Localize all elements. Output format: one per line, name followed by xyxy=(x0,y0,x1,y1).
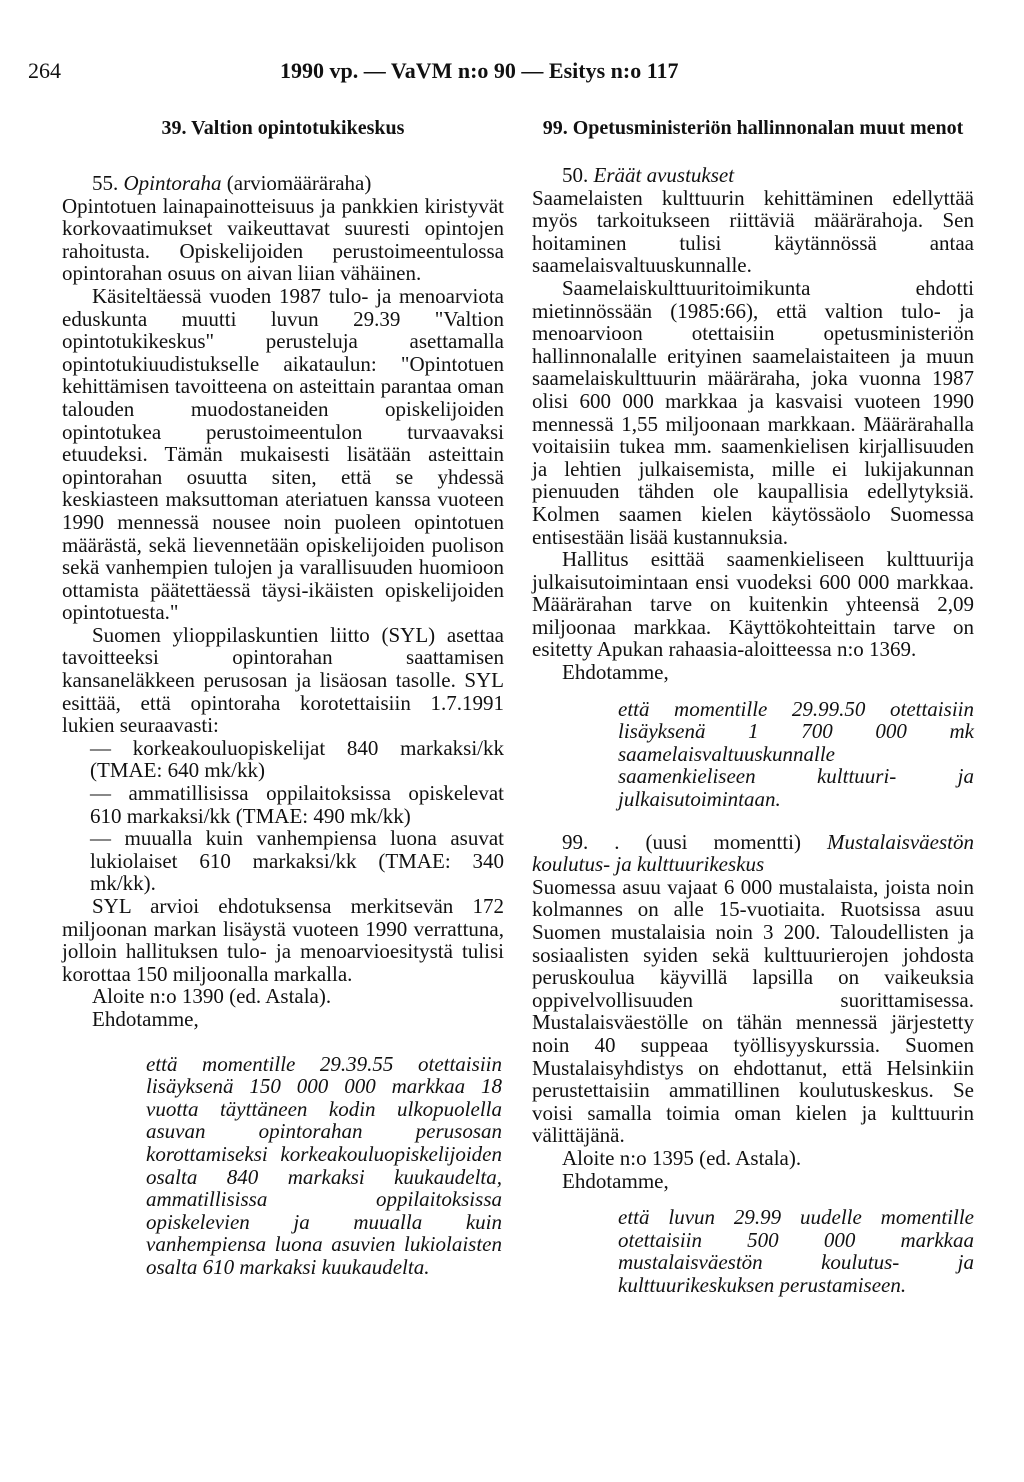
proposal-text: että momentille 29.99.50 otettaisiin lisäyksenä 1 700 000 mk saamelaisvaltuuskunnalle saamenkieliseen kulttuuri- ja julkaisutoimintaan. xyxy=(618,696,974,812)
paragraph: Hallitus esittää saamenkieliseen kulttuurija julkaisutoimintaan ensi vuodeksi 600 000 markkaa. Määrärahan tarve on kuitenkin yhteensä 2,09 miljoonaa markkaa. Käyttökohteittain tarve on esitetty Apukan rahaasia-aloitteessa n:o 1369. xyxy=(532,547,974,662)
item-title: Opintoraha xyxy=(123,171,222,195)
running-title: 1990 vp. — VaVM n:o 90 — Esitys n:o 117 xyxy=(280,58,679,83)
item-title: Mustalaisväestön koulutus- ja kulttuurikeskus xyxy=(532,829,974,877)
proposal-text: että momentille 29.39.55 otettaisiin lisäyksenä 150 000 000 markkaa 18 vuotta täyttäneen kodin ulkopuolella asuvan opintorahan perusosan korottamiseksi korkeakouluopiskelijoiden osalta 840 markaksi kuukaudelta, ammatillisissa oppilaitoksissa opiskelevien ja muualla kuin vanhempiensa luona asuvien lukiolaisten osalta 610 markaksi kuukaudelta. xyxy=(146,1051,502,1279)
left-column xyxy=(62,116,504,1279)
paragraph: Saamelaisten kulttuurin kehittäminen edellyttää myös tarkoitukseen riittäviä määrärahoja. Sen hoitaminen tulisi käytännössä antaa saamelaisvaltuuskunnalle. xyxy=(532,185,974,278)
item-heading xyxy=(62,172,504,195)
paragraph: SYL arvioi ehdotuksensa merkitsevän 172 miljoonan markan lisäystä vuoteen 1990 verrattuna, jolloin hallituksen tulo- ja menoarvioesitystä tulisi korottaa 150 miljoonalla markalla. xyxy=(62,894,504,986)
proposal-text: että luvun 29.99 uudelle momentille otettaisiin 500 000 markkaa mustalaisväestön koulutus- ja kulttuurikeskuksen perustamiseen. xyxy=(618,1205,974,1297)
proposal-intro: Ehdotamme, xyxy=(92,1006,199,1031)
paragraph: Suomen ylioppilaskuntien liitto (SYL) asettaa tavoitteeksi opintorahan saattamisen kansaneläkkeen perusosan ja lisäosan tasolle. SYL esittää, että opintoraha korotettaisiin 1.7.1991 lukien seuraavasti: xyxy=(62,622,504,738)
item-title: Eräät avustukset xyxy=(593,163,735,187)
dash-item: — ammatillisissa oppilaitoksissa opiskelevat 610 markaksi/kk (TMAE: 490 mk/kk) xyxy=(90,781,504,828)
item-number: 99. . (uusi momentti) xyxy=(562,829,801,854)
paragraph: Saamelaiskulttuuritoimikunta ehdotti mietinnössään (1985:66), että valtion tulo- ja menoarvioon otettaisiin opetusministeriön hallinnonalalle erityinen saamelaistaiteen ja muun saamelaiskulttuurin määräraha, joka vuonna 1987 olisi 600 000 markkaa ja kasvaisi vuoteen 1990 mennessä 1,55 miljoonaan markkaan. Määrärahalla voitaisiin tukea mm. saamenkielisen kirjallisuuden ja lehtien julkaisemista, mille ei lukijakunnan pienuuden tähden ole kaupallisia edellytyksiä. Kolmen saamen kielen käytössäolo Suomessa entisestään lisää kustannuksia. xyxy=(532,275,974,549)
section-heading: 39. Valtion opintotukikeskus xyxy=(161,117,405,139)
dash-item: — muualla kuin vanhempiensa luona asuvat lukiolaiset 610 markaksi/kk (TMAE: 340 mk/kk). xyxy=(90,826,504,896)
paragraph: Käsiteltäessä vuoden 1987 tulo- ja menoarviota eduskunta muutti luvun 29.39 "Valtion opintotukikeskus" perusteluja asettamalla opintotukiuudistukselle aikataulun: "Opintotuen kehittämisen tavoitteena on asteittain parantaa oman talouden muodostaneiden opiskelijoiden opintotukea perustoimeentulon turvaavaksi etuudeksi. Tämän mukaisesti lisätään asteittain opintorahan osuutta siten, että se yhdessä keskiasteen maksuttoman ateriatuen kanssa vuoteen 1990 mennessä nousee noin puoleen opintotuen määrästä, sekä lievennetään opiskelijoiden puolison sekä vanhempien tulojen ja varallisuuden huomioon ottamista päätettäessä täysi-ikäisten opiskelijoiden opintotuesta." xyxy=(62,283,504,625)
proposal-intro: Ehdotamme, xyxy=(562,660,669,685)
paragraph: Suomessa asuu vajaat 6 000 mustalaista, joista noin kolmannes on alle 15-vuotiaita. Ruotsissa asuu Suomen mustalaisia noin 3 200. Taloudellisten ja sosiaalisten syiden sekä kulttuurierojen johdosta peruskoulua käyvillä lapsilla on vaikeuksia oppivelvollisuuden suorittamisessa. Mustalaisväestölle on tähän mennessä järjestetty noin 40 suppeaa työllisyyskurssia. Suomen Mustalaisyhdistys on ehdottanut, että Helsinkiin perustettaisiin ammatillinen koulutuskeskus. Se voisi samalla toimia oman kielen ja kulttuurin välittäjänä. xyxy=(532,874,974,1148)
page-number: 264 xyxy=(28,58,61,83)
right-column xyxy=(532,116,974,1297)
item-number: 55. xyxy=(92,171,119,195)
initiative-ref: Aloite n:o 1395 (ed. Astala). xyxy=(562,1145,802,1170)
item-heading xyxy=(532,831,974,876)
dash-item: — korkeakouluopiskelijat 840 markaksi/kk (TMAE: 640 mk/kk) xyxy=(90,735,504,783)
proposal-intro: Ehdotamme, xyxy=(562,1168,669,1193)
page-header xyxy=(0,58,1024,88)
item-note: (arviomääräraha) xyxy=(226,171,372,195)
item-number: 50. xyxy=(562,163,589,187)
section-heading: 99. Opetusministeriön hallinnonalan muut menot xyxy=(542,117,964,139)
paragraph: Opintotuen lainapainotteisuus ja pankkien kiristyvät korkovaatimukset vaikeuttavat suuresti opintojen rahoitusta. Opiskelijoiden perustoimeentulossa opintorahan osuus on aivan liian vähäinen. xyxy=(62,193,504,286)
initiative-ref: Aloite n:o 1390 (ed. Astala). xyxy=(92,984,332,1009)
item-heading xyxy=(532,164,974,187)
